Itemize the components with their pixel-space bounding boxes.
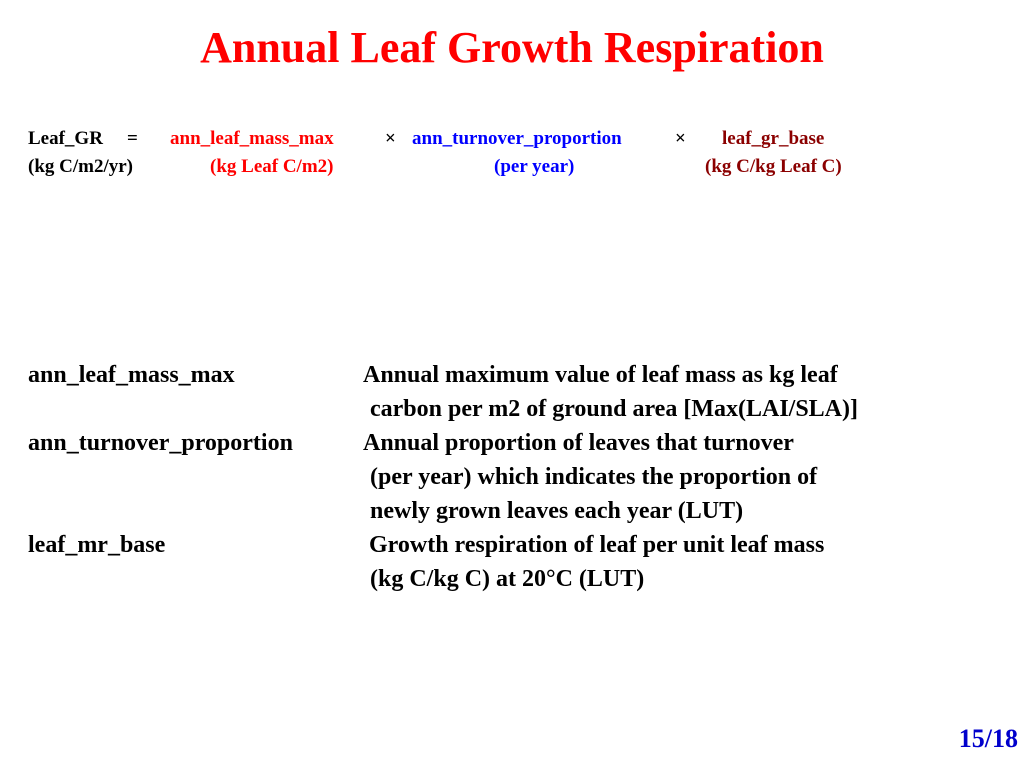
equation-lhs: Leaf_GR: [28, 128, 103, 149]
equation-term-turnover: ann_turnover_proportion: [412, 128, 622, 149]
page-number: 15/18: [958, 724, 1018, 753]
definition-term: ann_turnover_proportion: [28, 430, 293, 456]
definition-text: (per year) which indicates the proportion of: [370, 464, 818, 490]
unit-term-gr-base: (kg C/kg Leaf C): [705, 156, 842, 177]
equation-term-leaf-mass: ann_leaf_mass_max: [170, 128, 334, 149]
definition-term: leaf_mr_base: [28, 532, 166, 558]
unit-term-leaf-mass: (kg Leaf C/m2): [210, 156, 334, 177]
definition-text: carbon per m2 of ground area [Max(LAI/SLA)]: [370, 396, 858, 422]
definition-text: (kg C/kg C) at 20°C (LUT): [370, 566, 645, 592]
definition-text: Growth respiration of leaf per unit leaf mass: [369, 532, 825, 558]
multiply-sign-2: ×: [675, 128, 686, 149]
definition-term: ann_leaf_mass_max: [28, 362, 235, 388]
slide-title: Annual Leaf Growth Respiration: [200, 23, 824, 72]
equation-equals: =: [127, 128, 138, 149]
multiply-sign-1: ×: [385, 128, 396, 149]
definition-text: newly grown leaves each year (LUT): [370, 498, 744, 524]
equation-term-gr-base: leaf_gr_base: [722, 128, 825, 149]
unit-lhs: (kg C/m2/yr): [28, 156, 134, 177]
definition-text: Annual maximum value of leaf mass as kg leaf: [363, 362, 838, 388]
unit-term-turnover: (per year): [494, 156, 575, 177]
definition-text: Annual proportion of leaves that turnover: [363, 430, 794, 456]
